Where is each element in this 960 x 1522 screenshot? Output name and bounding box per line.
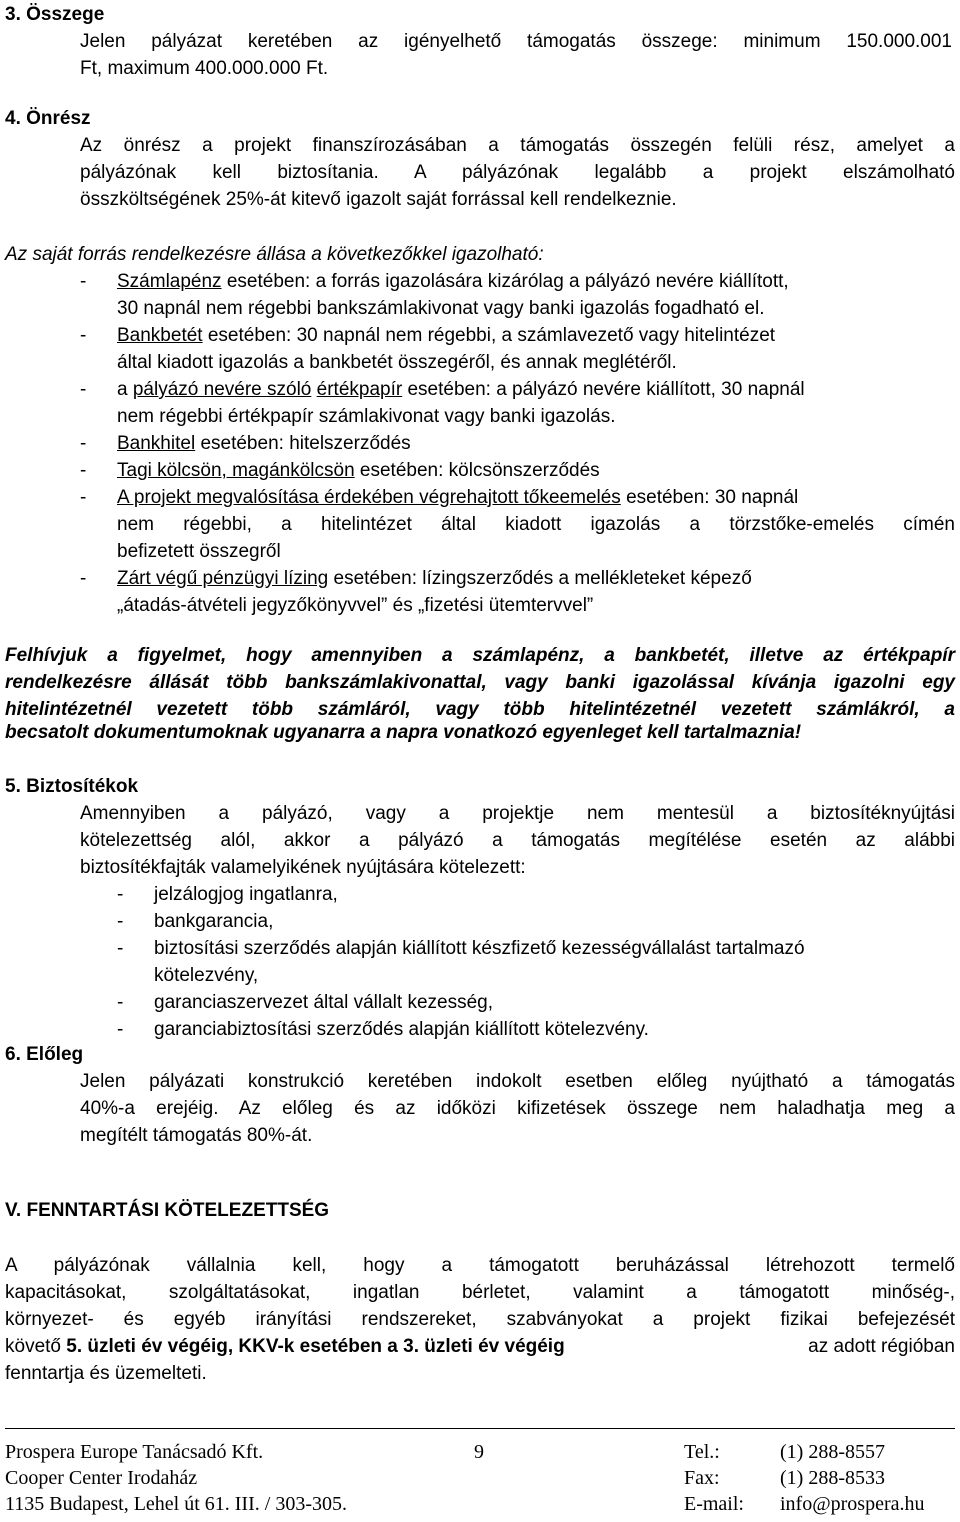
- list-dash: -: [80, 487, 87, 508]
- proof-item-2-text: esetében: 30 napnál nem régebbi, a számlavezető vagy hitelintézet: [202, 325, 776, 346]
- guarantee-item-1: jelzálogjog ingatlanra,: [154, 884, 338, 905]
- proof-item-1-text: esetében: a forrás igazolására kizárólag a pályázó nevére kiállított,: [221, 271, 789, 292]
- proof-item-6-cont-1: nem régebbi, a hitelintézet által kiadott igazolás a törzstőke-emelés címén: [117, 514, 955, 535]
- section-3-heading: 3. Összege: [5, 4, 105, 25]
- footer-email-label: E-mail:: [684, 1493, 744, 1515]
- notice-line-4: becsatolt dokumentumoknak ugyanarra a napra vonatkozó egyenleget kell tartalmaznia!: [5, 722, 802, 743]
- proof-item-3-term-2: értékpapír: [316, 379, 403, 400]
- section-3-line-2: Ft, maximum 400.000.000 Ft.: [80, 58, 329, 79]
- section-4-line-2: pályázónak kell biztosítania. A pályázónak legalább a projekt elszámolható: [80, 162, 955, 183]
- section-6-line-3: megítélt támogatás 80%-át.: [80, 1125, 313, 1146]
- proof-item-5-term: Tagi kölcsön, magánkölcsön: [117, 460, 355, 481]
- list-dash: -: [80, 325, 87, 346]
- proof-item-2: [117, 323, 775, 349]
- proof-item-7: [117, 566, 752, 592]
- proof-item-2-cont: által kiadott igazolás a bankbetét összegéről, és annak meglétéről.: [117, 352, 677, 373]
- list-dash: -: [117, 1019, 124, 1040]
- proof-item-1-cont: 30 napnál nem régebbi bankszámlakivonat vagy banki igazolás fogadható el.: [117, 298, 765, 319]
- section-v-heading: V. FENNTARTÁSI KÖTELEZETTSÉG: [5, 1200, 330, 1221]
- proof-item-5-text: esetében: kölcsönszerződés: [354, 460, 600, 481]
- list-dash: -: [80, 379, 87, 400]
- notice-line-3: hitelintézetnél vezetett több számláról, vagy több hitelintézetnél vezetett számlákról, a: [5, 699, 955, 720]
- footer-company: Prospera Europe Tanácsadó Kft.: [5, 1441, 264, 1463]
- proof-item-4: [117, 431, 411, 457]
- list-dash: -: [80, 460, 87, 481]
- proof-item-7-term: Zárt végű pénzügyi lízing: [117, 568, 329, 589]
- notice-line-1: Felhívjuk a figyelmet, hogy amennyiben a számlapénz, a bankbetét, illetve az értékpapír: [5, 645, 955, 666]
- proof-intro: Az saját forrás rendelkezésre állása a következőkkel igazolható:: [5, 244, 544, 265]
- proof-item-6-text: esetében: 30 napnál: [620, 487, 799, 508]
- list-dash: -: [80, 433, 87, 454]
- section-5-line-3: biztosítékfajták valamelyikének nyújtására kötelezett:: [80, 857, 526, 878]
- proof-item-5: [117, 458, 600, 484]
- section-v-line-4-end: az adott régióban: [802, 1336, 955, 1357]
- proof-item-6-term: A projekt megvalósítása érdekében végrehajtott tőkeemelés: [117, 487, 621, 508]
- proof-item-6-cont-2: befizetett összegről: [117, 541, 281, 562]
- proof-item-3-text: esetében: a pályázó nevére kiállított, 30 napnál: [402, 379, 805, 400]
- guarantee-item-3-cont: kötelezvény,: [154, 965, 259, 986]
- guarantee-item-4: garanciaszervezet által vállalt kezesség,: [154, 992, 494, 1013]
- footer-building: Cooper Center Irodaház: [5, 1467, 198, 1489]
- list-dash: -: [117, 992, 124, 1013]
- page-number: 9: [474, 1441, 484, 1463]
- proof-item-6: [117, 485, 798, 511]
- guarantee-item-2: bankgarancia,: [154, 911, 274, 932]
- proof-item-7-text: esetében: lízingszerződés a mellékleteket képező: [328, 568, 752, 589]
- section-v-line-4-start: [5, 1334, 565, 1360]
- list-dash: -: [80, 568, 87, 589]
- section-v-line-3: környezet- és egyéb irányítási rendszereket, szabványokat a projekt fizikai befejezését: [5, 1309, 955, 1330]
- proof-item-1: [117, 269, 955, 295]
- footer-fax-label: Fax:: [684, 1467, 720, 1489]
- proof-item-3: [117, 377, 805, 403]
- section-4-heading: 4. Önrész: [5, 108, 91, 129]
- section-v-line-4-prefix: követő: [5, 1336, 67, 1357]
- section-6-heading: 6. Előleg: [5, 1044, 84, 1065]
- footer-divider: [5, 1428, 955, 1429]
- list-dash: -: [117, 911, 124, 932]
- section-v-line-5: fenntartja és üzemelteti.: [5, 1363, 207, 1384]
- list-dash: -: [80, 271, 87, 292]
- proof-item-3-cont: nem régebbi értékpapír számlakivonat vagy banki igazolás.: [117, 406, 616, 427]
- list-dash: -: [117, 884, 124, 905]
- section-v-line-2: kapacitásokat, szolgáltatásokat, ingatlan bérletet, valamint a támogatott minőség-,: [5, 1282, 955, 1303]
- notice-line-2: rendelkezésre állását több bankszámlakivonattal, vagy banki igazolással kívánja igazolni egy: [5, 672, 955, 693]
- section-v-line-4-bold: 5. üzleti év végéig, KKV-k esetében a 3. üzleti év végéig: [66, 1336, 565, 1357]
- footer-fax: (1) 288-8533: [780, 1467, 885, 1489]
- footer-tel-label: Tel.:: [684, 1441, 720, 1463]
- section-5-heading: 5. Biztosítékok: [5, 776, 139, 797]
- footer-address: 1135 Budapest, Lehel út 61. III. / 303-305.: [5, 1493, 347, 1515]
- footer-tel: (1) 288-8557: [780, 1441, 885, 1463]
- proof-item-3-prefix: a: [117, 379, 133, 400]
- proof-item-7-cont: „átadás-átvételi jegyzőkönyvvel” és „fizetési ütemtervvel”: [117, 595, 594, 616]
- proof-item-4-term: Bankhitel: [117, 433, 196, 454]
- footer-email[interactable]: info@prospera.hu: [780, 1493, 925, 1515]
- section-4-line-1: Az önrész a projekt finanszírozásában a támogatás összegén felüli rész, amelyet a: [80, 135, 955, 156]
- section-5-line-2: kötelezettség alól, akkor a pályázó a támogatás megítélése esetén az alábbi: [80, 830, 955, 851]
- section-v-line-1: A pályázónak vállalnia kell, hogy a támogatott beruházással létrehozott termelő: [5, 1255, 955, 1276]
- proof-item-3-term-1: pályázó nevére szóló: [132, 379, 312, 400]
- guarantee-item-3: biztosítási szerződés alapján kiállított készfizető kezességvállalást tartalmazó: [154, 938, 805, 959]
- section-4-line-3: összköltségének 25%-át kitevő igazolt saját forrással kell rendelkeznie.: [80, 189, 677, 210]
- proof-item-1-term: Számlapénz: [117, 271, 222, 292]
- proof-item-2-term: Bankbetét: [117, 325, 203, 346]
- list-dash: -: [117, 938, 124, 959]
- proof-item-4-text: esetében: hitelszerződés: [195, 433, 411, 454]
- guarantee-item-5: garanciabiztosítási szerződés alapján kiállított kötelezvény.: [154, 1019, 649, 1040]
- section-3-line-1: Jelen pályázat keretében az igényelhető támogatás összege: minimum 150.000.001: [80, 31, 952, 52]
- section-6-line-1: Jelen pályázati konstrukció keretében indokolt esetben előleg nyújtható a támogatás: [80, 1071, 955, 1092]
- section-5-line-1: Amennyiben a pályázó, vagy a projektje nem mentesül a biztosítéknyújtási: [80, 803, 955, 824]
- section-v-line-4: [5, 1334, 955, 1360]
- section-6-line-2: 40%-a erejéig. Az előleg és az időközi kifizetések összege nem haladhatja meg a: [80, 1098, 955, 1119]
